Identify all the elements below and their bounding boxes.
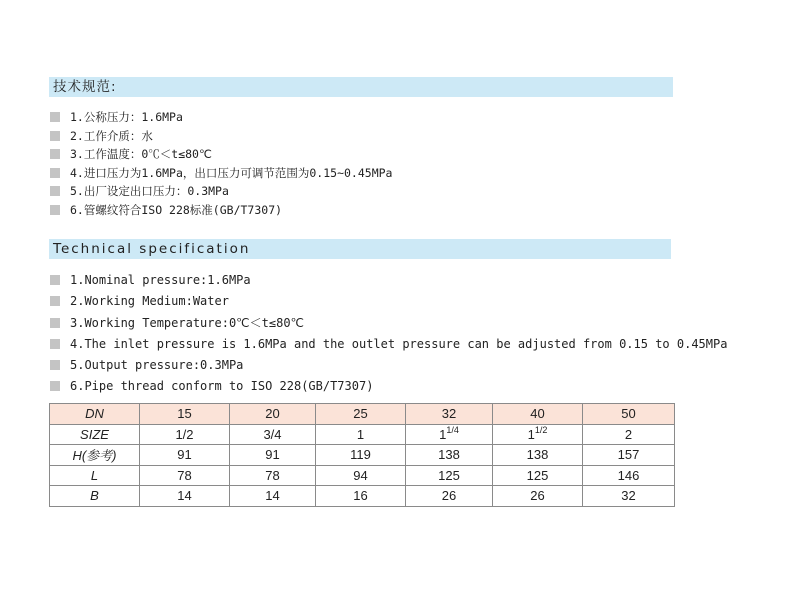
- table-cell: 78: [140, 465, 230, 486]
- cn-spec-text: 2.工作介质：水: [70, 128, 153, 143]
- table-cell: [406, 424, 493, 445]
- table-row-b: [50, 486, 675, 507]
- table-cell: 16: [316, 486, 406, 507]
- table-cell: 15: [140, 404, 230, 425]
- table-cell: 32: [583, 486, 675, 507]
- size-whole: 1: [439, 426, 447, 442]
- square-bullet-icon: [50, 205, 60, 215]
- table-cell: 78: [230, 465, 316, 486]
- en-spec-text: 6.Pipe thread conform to ISO 228(GB/T7307): [70, 379, 374, 394]
- table-cell: 14: [140, 486, 230, 507]
- table-cell: 32: [406, 404, 493, 425]
- table-cell: 119: [316, 445, 406, 466]
- cn-spec-text: 4.进口压力为1.6MPa，出口压力可调节范围为0.15~0.45MPa: [70, 165, 393, 180]
- cn-spec-text: 5.出厂设定出口压力：0.3MPa: [70, 184, 229, 199]
- square-bullet-icon: [50, 186, 60, 196]
- size-fraction: 1/2: [534, 424, 548, 435]
- en-spec-text: 2.Working Medium:Water: [70, 294, 229, 309]
- size-fraction: 1/4: [446, 424, 459, 435]
- table-cell: 3/4: [230, 424, 316, 445]
- square-bullet-icon: [50, 318, 60, 328]
- row-header-l: L: [50, 465, 140, 486]
- table-cell: 14: [230, 486, 316, 507]
- square-bullet-icon: [50, 131, 60, 141]
- table-cell: 138: [406, 445, 493, 466]
- table-cell: 26: [493, 486, 583, 507]
- en-spec-text: 1.Nominal pressure:1.6MPa: [70, 273, 251, 287]
- table-row-dn: [50, 404, 675, 425]
- square-bullet-icon: [50, 296, 60, 306]
- square-bullet-icon: [50, 339, 60, 349]
- row-header-dn: DN: [50, 404, 140, 425]
- table-cell: 125: [493, 465, 583, 486]
- table-cell: 91: [140, 445, 230, 466]
- table-row-h: [50, 445, 675, 466]
- en-spec-text: 3.Working Temperature:0℃＜t≤80℃: [70, 315, 305, 330]
- cn-spec-text: 3.工作温度：0℃＜t≤80℃: [70, 147, 212, 162]
- square-bullet-icon: [50, 275, 60, 285]
- table-cell: 1: [316, 424, 406, 445]
- en-section-title: Technical specification: [49, 239, 671, 259]
- table-cell: 94: [316, 465, 406, 486]
- row-header-size: SIZE: [50, 424, 140, 445]
- row-header-b: B: [50, 486, 140, 507]
- square-bullet-icon: [50, 149, 60, 159]
- table-row-size: [50, 424, 675, 445]
- square-bullet-icon: [50, 381, 60, 391]
- table-cell: 146: [583, 465, 675, 486]
- en-spec-text: 4.The inlet pressure is 1.6MPa and the outlet pressure can be adjusted from 0.15 to 0.45MPa: [70, 336, 728, 351]
- table-cell: 25: [316, 404, 406, 425]
- cn-spec-text: 6.管螺纹符合ISO 228标准(GB/T7307): [70, 202, 283, 217]
- size-whole: 1: [527, 426, 535, 442]
- table-cell: 157: [583, 445, 675, 466]
- cn-spec-text: 1.公称压力：1.6MPa: [70, 110, 183, 124]
- en-spec-text: 5.Output pressure:0.3MPa: [70, 358, 244, 373]
- table-cell: 138: [493, 445, 583, 466]
- table-cell: 40: [493, 404, 583, 425]
- table-cell: 26: [406, 486, 493, 507]
- table-cell: 50: [583, 404, 675, 425]
- table-cell: 20: [230, 404, 316, 425]
- table-cell: 1/2: [140, 424, 230, 445]
- table-cell: 125: [406, 465, 493, 486]
- square-bullet-icon: [50, 112, 60, 122]
- table-row-l: [50, 465, 675, 486]
- row-header-h: H(参考): [50, 445, 140, 466]
- table-cell: 91: [230, 445, 316, 466]
- spec-table: [49, 403, 675, 507]
- square-bullet-icon: [50, 168, 60, 178]
- cn-section-title: 技术规范:: [49, 77, 673, 97]
- table-cell: 2: [583, 424, 675, 445]
- table-cell: [493, 424, 583, 445]
- square-bullet-icon: [50, 360, 60, 370]
